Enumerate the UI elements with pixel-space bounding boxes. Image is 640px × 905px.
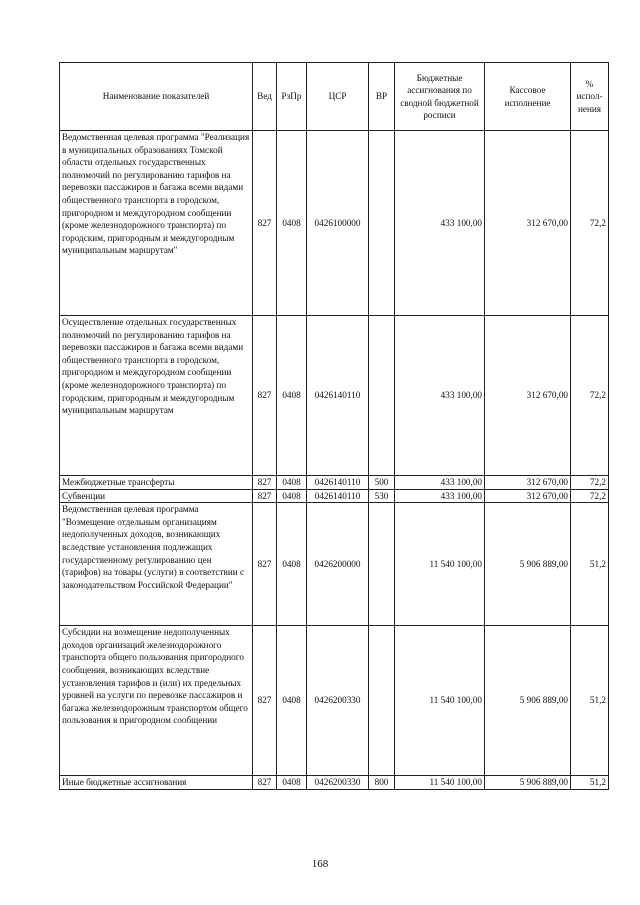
row-budget: 433 100,00 — [395, 316, 485, 476]
row-percent: 72,2 — [571, 476, 609, 490]
col-header-percent: % испол-нения — [571, 63, 609, 131]
row-ved: 827 — [253, 316, 277, 476]
table-row — [60, 476, 609, 490]
row-csr: 0426200330 — [307, 776, 369, 790]
row-name: Иные бюджетные ассигнования — [60, 776, 253, 790]
row-vr: 800 — [369, 776, 395, 790]
table-row — [60, 503, 609, 626]
row-budget: 433 100,00 — [395, 131, 485, 316]
row-budget: 433 100,00 — [395, 476, 485, 490]
col-header-budget: Бюджетные ассигнования по сводной бюджетной росписи — [395, 63, 485, 131]
row-percent: 72,2 — [571, 131, 609, 316]
row-percent: 51,2 — [571, 626, 609, 776]
row-ved: 827 — [253, 626, 277, 776]
col-header-vr: ВР — [369, 63, 395, 131]
row-ved: 827 — [253, 476, 277, 490]
row-percent: 51,2 — [571, 776, 609, 790]
row-percent: 72,2 — [571, 316, 609, 476]
row-name: Субвенции — [60, 489, 253, 503]
row-csr: 0426200000 — [307, 503, 369, 626]
col-header-cash: Кассовое исполнение — [485, 63, 571, 131]
row-budget: 11 540 100,00 — [395, 776, 485, 790]
header-row — [60, 63, 609, 131]
row-name: Ведомственная целевая программа "Реализация в муниципальных образованиях Томской области отдельных государственных полномочий по регулированию тарифов на перевозки пассажиров и багажа всеми видами общественного транспорта в городском, пригородном и междугородном сообщении (кроме железнодорожного транспорта) по городским, пригородным и междугородным муниципальным маршрутам" — [60, 131, 253, 316]
row-name: Осуществление отдельных государственных полномочий по регулированию тарифов на перевозки пассажиров и багажа всеми видами общественного транспорта в городском, пригородном и междугородном сообщении (кроме железнодорожного транспорта) по городским, пригородным и междугородным муниципальным маршрутам — [60, 316, 253, 476]
row-rzpr: 0408 — [277, 489, 307, 503]
row-ved: 827 — [253, 503, 277, 626]
row-csr: 0426200330 — [307, 626, 369, 776]
row-vr — [369, 131, 395, 316]
table-row — [60, 626, 609, 776]
row-vr — [369, 626, 395, 776]
row-rzpr: 0408 — [277, 476, 307, 490]
row-rzpr: 0408 — [277, 316, 307, 476]
row-cash: 312 670,00 — [485, 316, 571, 476]
row-budget: 433 100,00 — [395, 489, 485, 503]
row-rzpr: 0408 — [277, 776, 307, 790]
row-csr: 0426140110 — [307, 316, 369, 476]
row-percent: 51,2 — [571, 503, 609, 626]
table-row — [60, 131, 609, 316]
col-header-rzpr: РзПр — [277, 63, 307, 131]
row-cash: 5 906 889,00 — [485, 503, 571, 626]
row-vr: 530 — [369, 489, 395, 503]
row-rzpr: 0408 — [277, 131, 307, 316]
row-budget: 11 540 100,00 — [395, 503, 485, 626]
row-budget: 11 540 100,00 — [395, 626, 485, 776]
row-ved: 827 — [253, 489, 277, 503]
table-row — [60, 489, 609, 503]
row-name: Межбюджетные трансферты — [60, 476, 253, 490]
row-name: Субсидии на возмещение недополученных доходов организаций железнодорожного транспорта общего пользования пригородного сообщения, возникающих вследствие установления тарифов и (или) их предельных уровней на услуги по перевозке пассажиров и багажа железнодорожным транспортом общего пользования в пригородном сообщении — [60, 626, 253, 776]
table-row — [60, 316, 609, 476]
row-cash: 5 906 889,00 — [485, 776, 571, 790]
col-header-ved: Вед — [253, 63, 277, 131]
row-csr: 0426140110 — [307, 476, 369, 490]
row-ved: 827 — [253, 131, 277, 316]
row-cash: 312 670,00 — [485, 131, 571, 316]
row-ved: 827 — [253, 776, 277, 790]
table-row — [60, 776, 609, 790]
col-header-csr: ЦСР — [307, 63, 369, 131]
row-rzpr: 0408 — [277, 503, 307, 626]
row-cash: 5 906 889,00 — [485, 626, 571, 776]
row-name: Ведомственная целевая программа "Возмещение отдельным организациям недополученных доходов, возникающих вследствие установления подлежащих государственному регулированию цен (тарифов) на товары (услуги) в соответствии с законодательством Российской Федерации" — [60, 503, 253, 626]
row-rzpr: 0408 — [277, 626, 307, 776]
row-csr: 0426140110 — [307, 489, 369, 503]
row-csr: 0426100000 — [307, 131, 369, 316]
row-cash: 312 670,00 — [485, 476, 571, 490]
row-vr — [369, 316, 395, 476]
row-cash: 312 670,00 — [485, 489, 571, 503]
row-vr — [369, 503, 395, 626]
col-header-name: Наименование показателей — [60, 63, 253, 131]
budget-execution-table — [59, 62, 609, 790]
row-vr: 500 — [369, 476, 395, 490]
row-percent: 72,2 — [571, 489, 609, 503]
page-number: 168 — [311, 858, 329, 870]
